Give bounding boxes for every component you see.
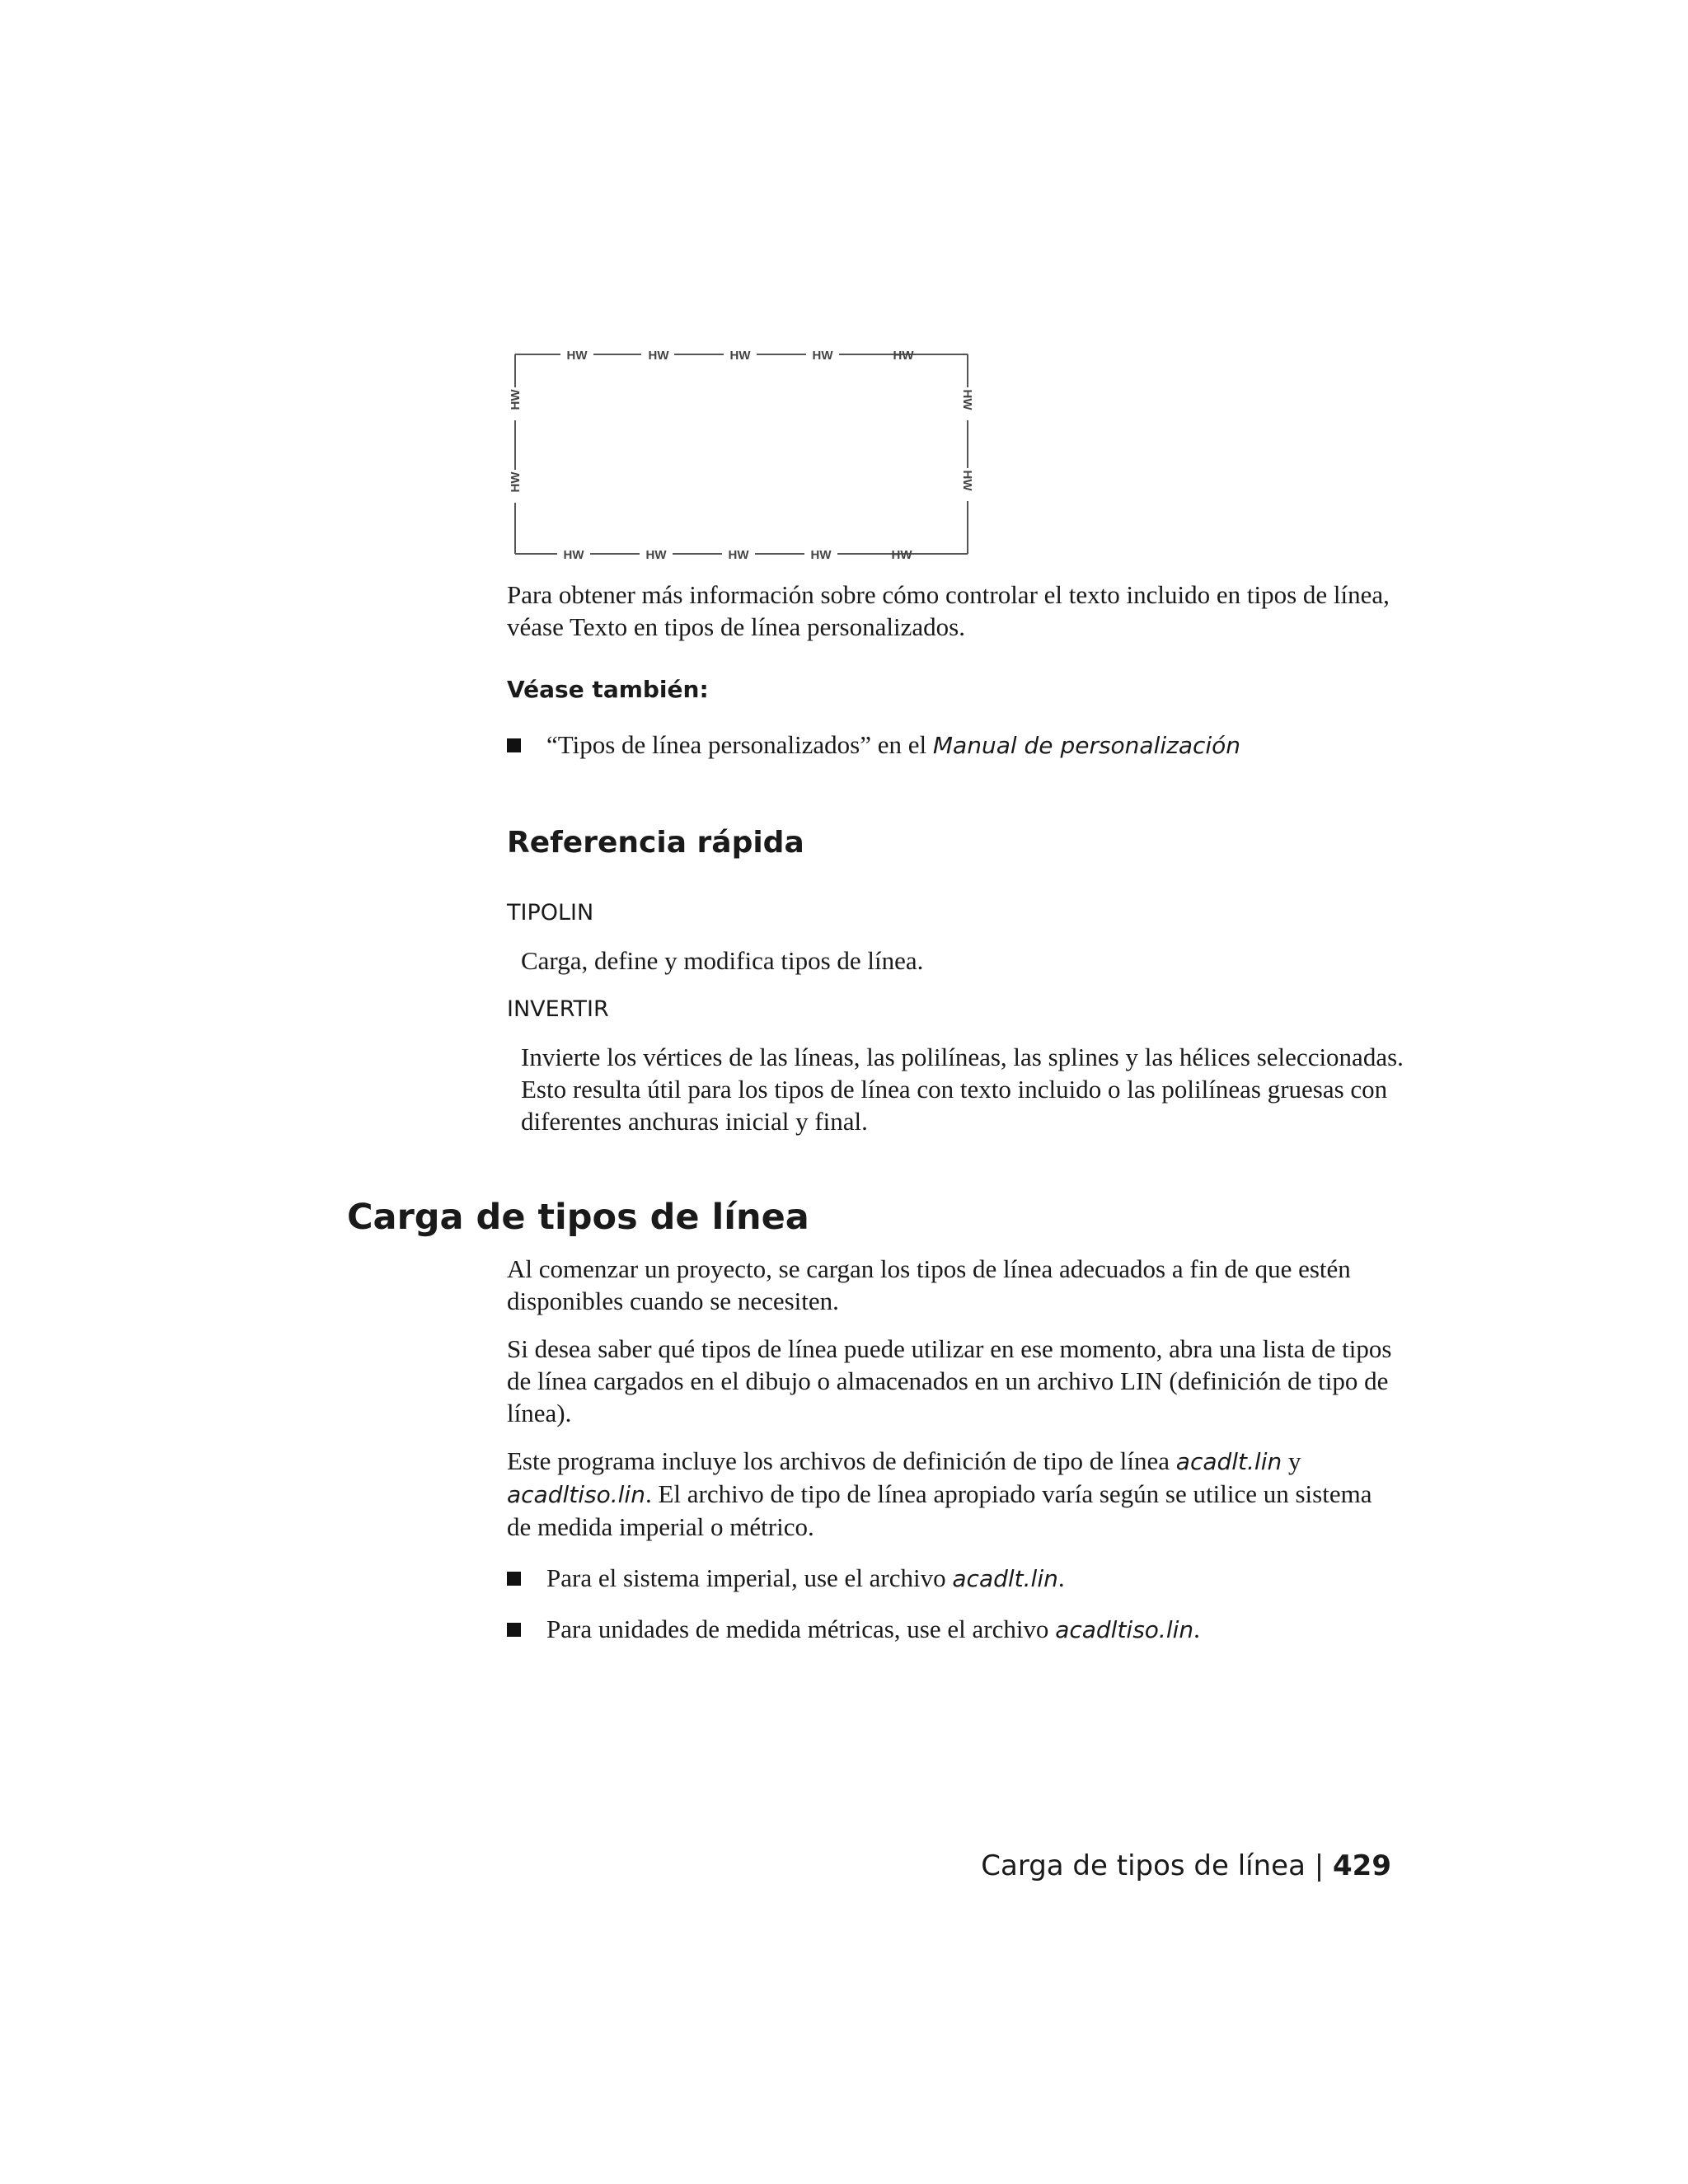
- hw-marker-label: HW: [893, 349, 914, 363]
- section-paragraph-3: Este programa incluye los archivos de definición de tipo de línea acadlt.lin y acadltiso.lin. El archivo de tipo de línea apropiado varía según se utilice un sistema de medida imperial o métrico.: [507, 1446, 1372, 1541]
- hw-marker-label: HW: [729, 349, 751, 363]
- hw-marker-label: HW: [509, 389, 523, 410]
- command-tipolin[interactable]: TIPOLIN: [507, 900, 594, 926]
- command-invertir-description: Invierte los vértices de las líneas, las polilíneas, las splines y las hélices seleccionadas. Esto resulta útil para los tipos de línea con texto incluido o las polilíneas gruesas con diferentes anchuras inicial y final.: [521, 1043, 1404, 1136]
- see-also-item-text: “Tipos de línea personalizados” en el: [546, 730, 933, 759]
- page-footer: [981, 1849, 1391, 1882]
- hw-marker-label: HW: [509, 471, 523, 493]
- intro-paragraph: Para obtener más información sobre cómo controlar el texto incluido en tipos de línea, véase Texto en tipos de línea personalizados.: [507, 580, 1390, 641]
- hw-marker-label: HW: [648, 349, 669, 363]
- bullet-square-icon: [507, 1572, 521, 1586]
- hw-markers: [509, 349, 974, 562]
- quick-reference-heading: Referencia rápida: [507, 826, 804, 860]
- hw-marker-label: HW: [563, 548, 584, 562]
- footer-title: Carga de tipos de línea: [981, 1849, 1306, 1882]
- hw-marker-label: HW: [891, 548, 912, 562]
- file-acadltiso-lin: acadltiso.lin: [507, 1481, 645, 1508]
- rectangle-frame: [515, 354, 968, 554]
- linetype-hw-illustration: [503, 338, 981, 569]
- section-heading: Carga de tipos de línea: [347, 1197, 809, 1238]
- footer-separator: |: [1305, 1849, 1334, 1882]
- section-paragraph-2: Si desea saber qué tipos de línea puede utilizar en ese momento, abra una lista de tipos de línea cargados en el dibujo o almacenados en un archivo LIN (definición de tipo de línea).: [507, 1334, 1392, 1427]
- see-also-manual-link[interactable]: Manual de personalización: [932, 732, 1241, 759]
- hw-marker-label: HW: [812, 349, 833, 363]
- hw-marker-label: HW: [645, 548, 667, 562]
- command-tipolin-description: Carga, define y modifica tipos de línea.: [521, 946, 924, 975]
- hw-marker-label: HW: [566, 349, 588, 363]
- section-paragraph-1: Al comenzar un proyecto, se cargan los tipos de línea adecuados a fin de que estén disponibles cuando se necesiten.: [507, 1254, 1351, 1315]
- file-acadlt-lin: acadlt.lin: [1175, 1448, 1282, 1475]
- hw-marker-label: HW: [728, 548, 749, 562]
- page-number: 429: [1333, 1849, 1391, 1882]
- command-invertir[interactable]: INVERTIR: [507, 996, 609, 1022]
- see-also-label: Véase también:: [507, 676, 709, 703]
- hw-marker-label: HW: [960, 470, 974, 491]
- bullet-square-icon: [507, 738, 521, 752]
- hw-marker-label: HW: [810, 548, 832, 562]
- hw-marker-label: HW: [960, 389, 974, 410]
- bullet-square-icon: [507, 1623, 521, 1637]
